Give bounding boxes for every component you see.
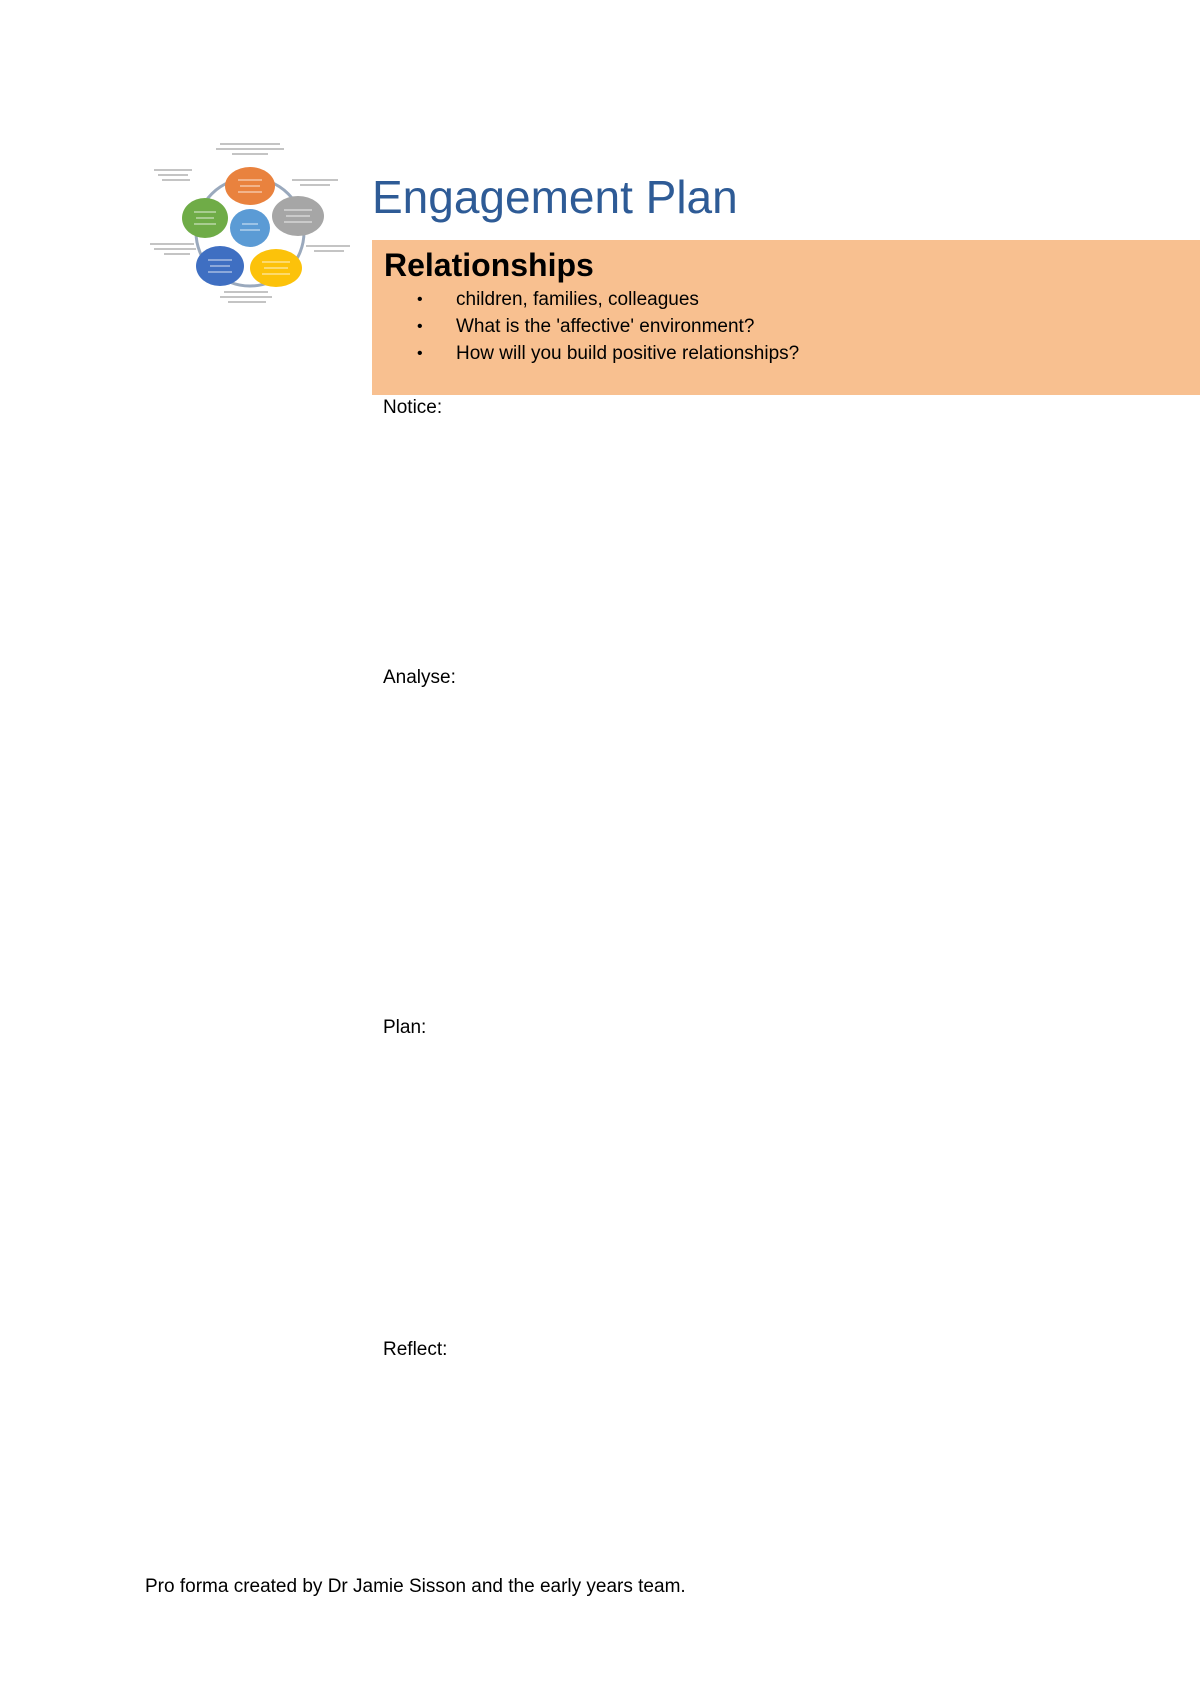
- notice-label: Notice:: [383, 397, 443, 418]
- list-item: [384, 340, 1188, 367]
- list-item-text: What is the 'affective' environment?: [456, 316, 755, 338]
- reflect-label: Reflect:: [383, 1339, 448, 1360]
- bullet-icon: •: [417, 345, 423, 363]
- footer-credit: Pro forma created by Dr Jamie Sisson and the early years team.: [145, 1576, 686, 1597]
- banner-list: [384, 286, 1188, 367]
- bullet-icon: •: [417, 318, 423, 336]
- list-item: [384, 313, 1188, 340]
- circle-center: [230, 209, 270, 247]
- list-item: [384, 286, 1188, 313]
- plan-label: Plan:: [383, 1017, 427, 1038]
- analyse-label: Analyse:: [383, 667, 456, 688]
- banner-heading: Relationships: [384, 247, 594, 283]
- list-item-text: How will you build positive relationships?: [456, 343, 800, 365]
- bullet-icon: •: [417, 291, 423, 309]
- list-item-text: children, families, colleagues: [456, 289, 699, 311]
- page-title: Engagement Plan: [372, 171, 738, 223]
- engagement-cycle-diagram: [150, 140, 360, 320]
- relationships-banner: [372, 240, 1200, 395]
